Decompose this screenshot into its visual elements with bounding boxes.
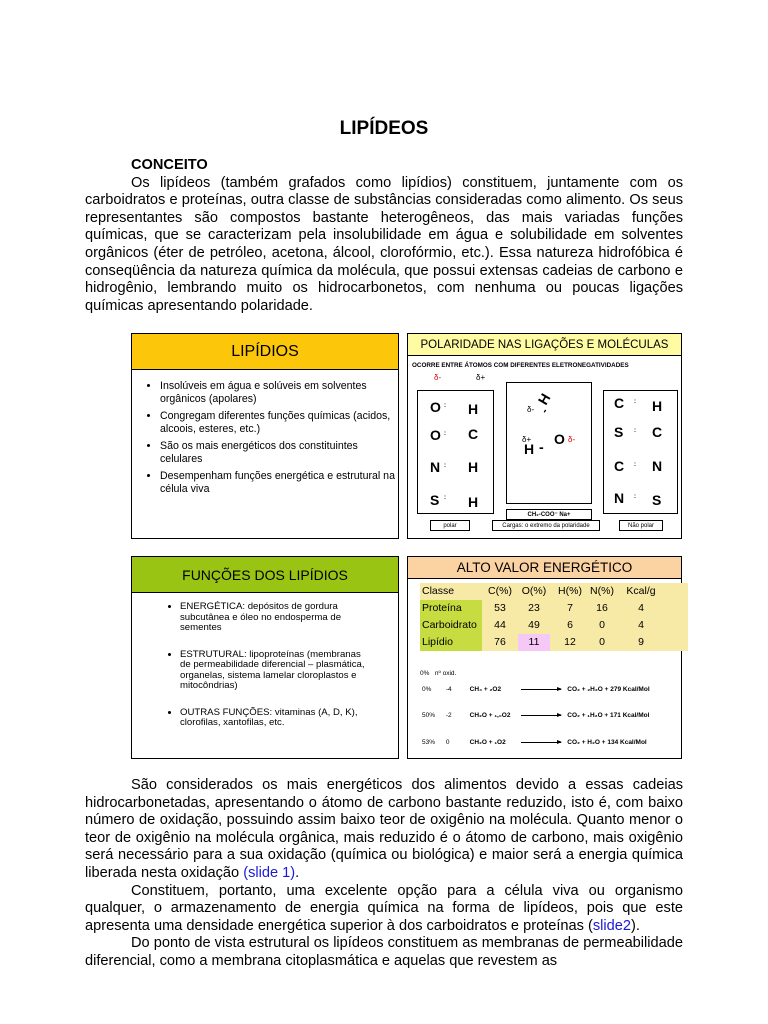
label-charges: Cargas: o extremo da polaridade	[492, 520, 600, 531]
table-cell: 9	[638, 636, 644, 648]
table-header: H(%)	[558, 585, 582, 597]
slide-funcoes-title: FUNÇÕES DOS LIPÍDIOS	[132, 557, 398, 593]
body-paragraph-1-text: São considerados os mais energéticos dos alimentos devido a essas cadeias hidrocarbonetadas, apresentando o átomo de carbono bastante reduzido, isto é, com baixo número de oxidação, possuindo assim baixo teor de oxigênio na molécula. Quanto menor o teor de oxigênio na molécula orgânica, mais reduzido é o átomo de carbono, mais oxigênio será necessário para a sua oxidação (química ou biológica) e maior será a energia química liberada nesta oxidação	[85, 777, 683, 881]
table-cell: 11	[518, 634, 550, 651]
atom: H	[468, 494, 479, 510]
atom: N	[430, 459, 441, 475]
table-cell: 44	[494, 619, 506, 631]
list-item: • Desempenham funções energética e estrutural na célula viva	[160, 470, 400, 496]
body-paragraph-2-text: Constituem, portanto, uma excelente opção para a célula viva ou organismo qualquer, o armazenamento de energia química na forma de lipídeos, pois que este apresenta uma densidade energética superior à dos carboidratos e proteínas (	[85, 882, 683, 934]
table-cell: Lipídio	[420, 634, 482, 651]
arrow-icon	[521, 689, 561, 690]
table-row	[420, 600, 688, 617]
energy-table	[420, 583, 680, 655]
atom: O	[430, 427, 441, 443]
table-cell: 16	[596, 602, 608, 614]
table-header-row	[420, 583, 688, 600]
delta-minus-label: δ-	[568, 435, 576, 444]
equation-right: CO₂ + H₂O +	[567, 739, 606, 746]
table-cell: 49	[528, 619, 540, 631]
slide-polaridade-subtitle: OCORRE ENTRE ÁTOMOS COM DIFERENTES ELETRONEGATIVIDADES	[412, 362, 629, 369]
table-cell: 4	[638, 602, 644, 614]
atom: C	[614, 395, 625, 411]
atom: S	[430, 492, 440, 508]
table-header: N(%)	[590, 585, 614, 597]
equation-pct: 0%	[422, 686, 432, 693]
oxidation-header-label: nº oxid.	[434, 670, 457, 677]
equation-pct: 53%	[422, 739, 436, 746]
atom: O	[430, 399, 441, 415]
list-item: • OUTRAS FUNÇÕES: vitaminas (A, D, K), clorofilas, xantofilas, etc.	[180, 708, 370, 729]
water-hydrogen: H	[524, 441, 535, 457]
delta-minus-label: δ-	[434, 373, 442, 382]
atom: H	[468, 459, 479, 475]
atom: N	[652, 458, 663, 474]
bond-sep: :	[444, 403, 446, 409]
table-cell: 53	[494, 602, 506, 614]
delta-plus-label: δ+	[522, 435, 532, 444]
body-paragraph-2-end: ).	[631, 917, 640, 934]
body-section	[85, 777, 683, 971]
table-cell: 4	[638, 619, 644, 631]
list-item: • São os mais energéticos dos constituintes celulares	[160, 440, 400, 466]
equation-ox: -4	[445, 686, 452, 693]
atom: S	[652, 492, 662, 508]
body-paragraph-1-end: .	[295, 864, 300, 881]
slide-funcoes	[131, 556, 399, 759]
equation-energy: 279 Kcal/Mol	[610, 686, 650, 693]
nonpolar-bonds-box	[603, 390, 678, 514]
table-cell: 76	[494, 636, 506, 648]
bond-sep: :	[634, 462, 636, 468]
oxidation-header	[420, 670, 456, 677]
equation-pct: 50%	[422, 712, 436, 719]
bond-sep: :	[634, 399, 636, 405]
table-cell: 6	[567, 619, 573, 631]
equation-left: CH₄ + ₂O2	[469, 686, 502, 693]
equation-row	[422, 712, 649, 719]
equation-ox: 0	[445, 739, 450, 746]
water-oxygen: O	[554, 431, 565, 447]
slide-lipidios-list	[146, 380, 400, 500]
slide-funcoes-list	[168, 602, 370, 729]
bond-sep: :	[634, 428, 636, 434]
label-polar: polar	[430, 520, 470, 531]
list-item: • ESTRUTURAL: lipoproteínas (membranas de permeabilidade diferencial – plasmática, organelas, sistema lamelar cloroplastos e mitocôndrias)	[180, 650, 370, 692]
table-row	[420, 617, 688, 634]
table-cell: 7	[567, 602, 573, 614]
body-paragraph-3: Do ponto de vista estrutural os lipídeos constituem as membranas de permeabilidade diferencial, como a membrana citoplasmática e aquelas que revestem as	[85, 935, 683, 969]
equation-right: CO₂ + ₂H₂O +	[567, 686, 609, 693]
equation-left: CH₂O + ₁O2	[469, 739, 506, 746]
table-cell: Carboidrato	[420, 617, 482, 634]
atom: C	[468, 426, 479, 442]
polar-bonds-box	[417, 390, 494, 514]
bond-line: -	[539, 439, 544, 455]
water-molecule-box	[506, 382, 592, 504]
table-cell: 23	[528, 602, 540, 614]
slide-energia	[407, 556, 682, 759]
bond-sep: :	[444, 495, 446, 501]
table-header: Kcal/g	[626, 585, 656, 597]
table-cell: 12	[564, 636, 576, 648]
slide-polaridade-title: POLARIDADE NAS LIGAÇÕES E MOLÉCULAS	[408, 334, 681, 356]
slide2-link[interactable]: slide2	[592, 917, 631, 934]
equation-energy: 134 Kcal/Mol	[607, 739, 647, 746]
body-paragraph-2	[85, 883, 683, 936]
slide-lipidios	[131, 333, 399, 539]
concept-text: Os lipídeos (também grafados como lipídios) constituem, juntamente com os carboidratos e proteínas, outra classe de substâncias consideradas como alimento. Os seus representantes são compostos bastante heterogêneos, das mais variadas funções químicas, que se caracterizam pela insolubilidade em água e solubilidade em solventes orgânicos (éter de petróleo, acetona, álcool, clorofórmio, etc.). Essa natureza hidrofóbica é conseqüência da natureza química da molécula, que possui extensas cadeias de carbono e hidrogênio, lembrando muito os hidrocarbonetos, com nenhuma ou poucas ligações químicas apresentando polaridade.	[85, 174, 683, 314]
table-header: O(%)	[521, 585, 547, 597]
oxidation-header-pct: 0%	[420, 670, 430, 677]
bond-sep: :	[634, 494, 636, 500]
atom: N	[614, 490, 625, 506]
table-cell: 0	[599, 619, 605, 631]
arrow-icon	[521, 715, 561, 716]
slide-polaridade	[407, 333, 682, 539]
equation-left: CH₂O + ₁,₀O2	[469, 712, 511, 719]
list-item: • ENERGÉTICA: depósitos de gordura subcutânea e óleo no endosperma de sementes	[180, 602, 370, 634]
page-title: LIPÍDEOS	[339, 118, 429, 139]
bond-sep: :	[444, 463, 446, 469]
delta-plus-label: δ+	[476, 373, 486, 382]
table-header: Classe	[422, 585, 455, 597]
body-paragraph-1	[85, 777, 683, 883]
bond-sep: :	[444, 431, 446, 437]
table-row	[420, 634, 688, 651]
equation-row	[422, 739, 647, 746]
concept-heading: CONCEITO	[131, 157, 208, 173]
table-header: C(%)	[488, 585, 512, 597]
slide-energia-title: ALTO VALOR ENERGÉTICO	[408, 557, 681, 579]
table-cell: Proteína	[420, 600, 482, 617]
table-cell: 0	[599, 636, 605, 648]
salt-formula: CH₂-COO⁻ Na+	[506, 509, 592, 520]
atom: S	[614, 424, 624, 440]
atom: C	[614, 458, 625, 474]
water-hydrogen: H	[534, 390, 554, 408]
slide-lipidios-title: LIPÍDIOS	[132, 334, 398, 370]
list-item: • Congregam diferentes funções químicas (acidos, alcoois, esteres, etc.)	[160, 410, 400, 436]
concept-section	[85, 157, 683, 315]
equation-energy: 171 Kcal/Mol	[610, 712, 650, 719]
equation-ox: -2	[445, 712, 452, 719]
equation-row	[422, 686, 650, 693]
list-item: • Insolúveis em água e solúveis em solventes orgânicos (apolares)	[160, 380, 400, 406]
atom: H	[652, 398, 663, 414]
delta-minus-label: δ-	[527, 405, 535, 414]
atom: H	[468, 401, 479, 417]
atom: C	[652, 424, 663, 440]
equation-right: CO₂ + ₁H₂O +	[567, 712, 609, 719]
bond-line: -	[538, 406, 551, 416]
arrow-icon	[521, 742, 561, 743]
slide1-link[interactable]: (slide 1)	[243, 864, 296, 881]
label-nonpolar: Não polar	[619, 520, 663, 531]
